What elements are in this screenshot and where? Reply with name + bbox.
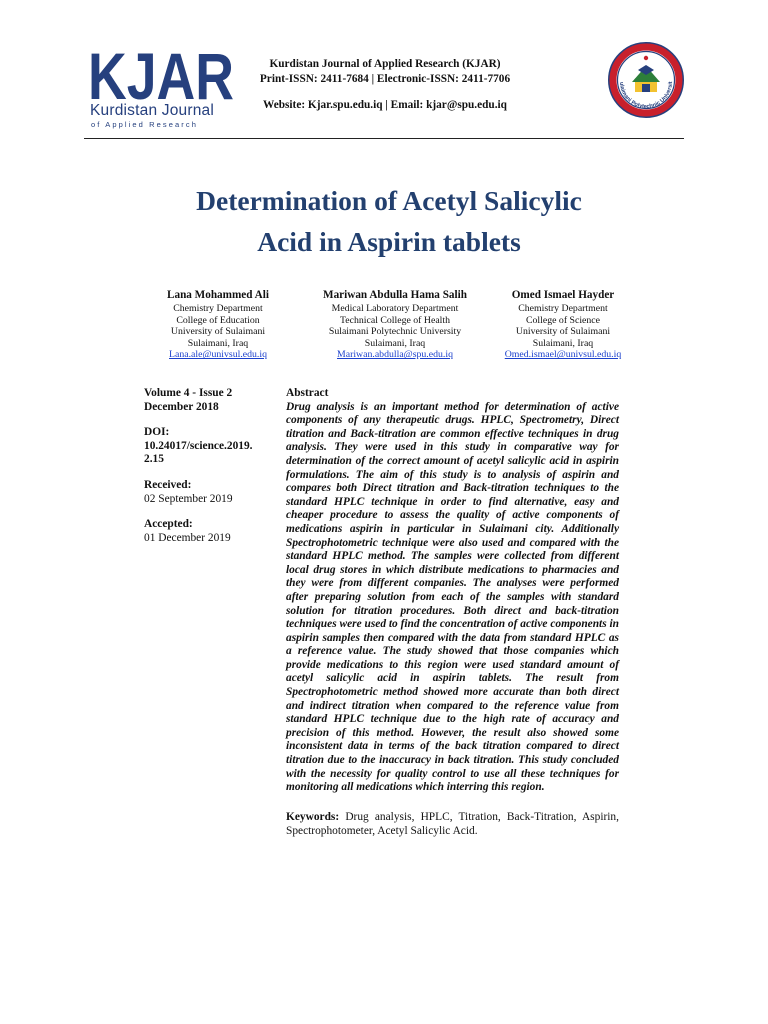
seal-university-name: ulaimani Polytechnic Universit xyxy=(617,81,675,111)
author-location: Sulaimani, Iraq xyxy=(364,337,426,349)
author-name: Omed Ismael Hayder xyxy=(511,289,615,301)
abstract-heading: Abstract xyxy=(286,387,329,399)
author-location: Sulaimani, Iraq xyxy=(187,337,249,349)
author-name: Mariwan Abdulla Hama Salih xyxy=(323,289,467,301)
logo-journal-subtitle: of Applied Research xyxy=(91,120,199,129)
journal-header xyxy=(240,57,530,113)
issn-line: Print-ISSN: 2411-7684 | Electronic-ISSN: 2411-7706 xyxy=(259,72,511,85)
author-email-link[interactable]: Mariwan.abdulla@spu.edu.iq xyxy=(337,349,453,361)
doi-label: DOI: xyxy=(144,426,170,439)
article-meta xyxy=(144,387,284,545)
keywords-list: Drug analysis, HPLC, Titration, Back-Titration, Aspirin, Spectrophotometer, Acetyl Salicylic Acid. xyxy=(286,810,619,837)
journal-logo xyxy=(88,47,236,129)
issue-date: December 2018 xyxy=(144,400,219,413)
accepted-label: Accepted: xyxy=(144,518,193,531)
doi-value-line-2: 2.15 xyxy=(144,453,164,466)
keywords xyxy=(286,810,619,838)
accepted-date: 01 December 2019 xyxy=(144,531,231,544)
author-college: Technical College of Health xyxy=(339,314,451,326)
author-university: University of Sulaimani xyxy=(515,326,611,338)
author-email-link[interactable]: Omed.ismael@univsul.edu.iq xyxy=(504,349,622,361)
abstract-text: Drug analysis is an important method for determination of active components of any therapeutic drugs. HPLC, Spectrometry, Direct titration and Back-titration are common effective techniques in drug analysis. They were used in this study in comparative way for determination of the correct amount of acetyl salicylic acid in aspirin formulations. The aim of this study is to analysis of aspirin and compares both Direct titration and Back-titration techniques to the standard HPLC technique in order to find alternative, easy and cheaper procedure to assess the quality of active components of medications aspirin in particular in Sulaimani city. Additionally Spectrophotometric technique were also used and compared with the standard HPLC method. The samples were collected from different local drug stores in which distribute medications to pharmacies and they were from different companies. The analyses were performed after preparing solution from each of the samples with standard solution for titration procedures. Both direct and back-titration techniques were used to find the concentration of active components in aspirin samples then compared with the data from standard HPLC as a reference value. The study showed that those companies which provide medications to this region were used standard amount of acetyl salicylic acid in aspirin tablets. The result from Spectrophotometric method showed more accurate than both direct and indirect titration when compared to the reference value from standard HPLC technique due to the high rate of accuracy and precision of this method. However, the result also showed some inconsistent data in terms of the back titration compared to direct titration due to the inaccuracy in back titration. This study concluded with the necessity for quality control to use all these techniques for monitoring all medications which interring this region. xyxy=(286,400,619,794)
author-block xyxy=(142,288,294,361)
abstract-section xyxy=(286,387,619,838)
volume-issue: Volume 4 - Issue 2 xyxy=(144,387,233,399)
kjar-logo-mark xyxy=(88,47,236,103)
author-block xyxy=(487,288,639,361)
author-email-link[interactable]: Lana.ale@univsul.edu.iq xyxy=(169,349,267,361)
author-university: Sulaimani Polytechnic University xyxy=(328,326,462,338)
author-name: Lana Mohammed Ali xyxy=(167,289,269,301)
author-department: Medical Laboratory Department xyxy=(331,303,459,314)
logo-journal-name: Kurdistan Journal xyxy=(90,102,215,119)
author-college: College of Education xyxy=(176,314,260,326)
author-department: Chemistry Department xyxy=(518,303,608,314)
paper-title-line-1: Determination of Acetyl Salicylic xyxy=(196,185,582,216)
journal-name-line: Kurdistan Journal of Applied Research (KJAR) xyxy=(269,58,501,70)
keywords-label: Keywords: xyxy=(286,810,340,823)
paper-title xyxy=(100,180,678,262)
university-seal-logo xyxy=(608,42,684,118)
received-date: 02 September 2019 xyxy=(144,492,233,505)
author-department: Chemistry Department xyxy=(173,303,263,314)
doi-value-line-1: 10.24017/science.2019. xyxy=(144,439,253,452)
author-block xyxy=(300,288,490,361)
author-college: College of Science xyxy=(526,314,600,326)
logo-acronym: KJAR xyxy=(88,47,234,103)
website-email-line: Website: Kjar.spu.edu.iq | Email: kjar@spu.edu.iq xyxy=(263,99,507,111)
author-location: Sulaimani, Iraq xyxy=(532,337,594,349)
received-label: Received: xyxy=(144,478,192,491)
author-university: University of Sulaimani xyxy=(170,326,266,338)
header-divider xyxy=(84,138,684,139)
paper-title-line-2: Acid in Aspirin tablets xyxy=(257,226,521,257)
